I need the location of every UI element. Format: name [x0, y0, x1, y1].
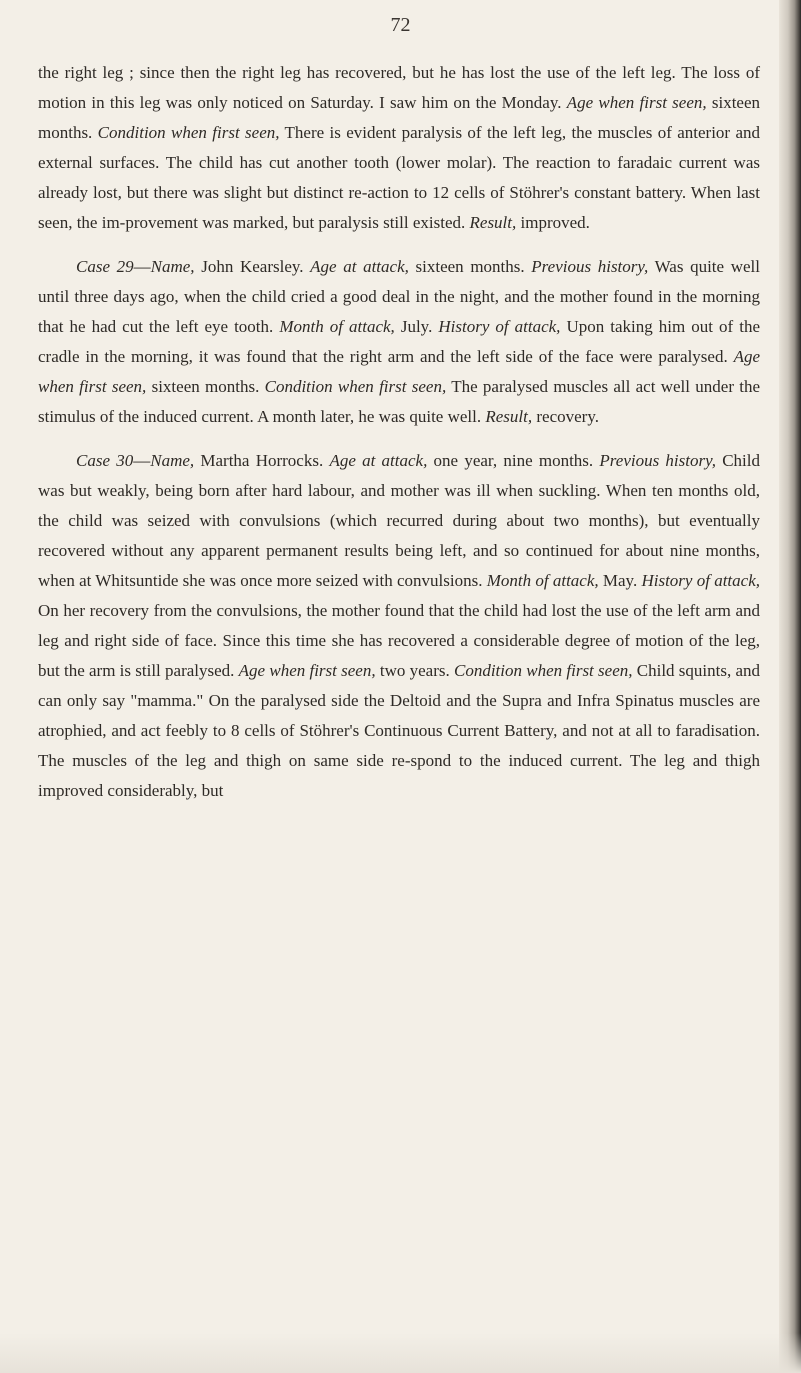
- text: Martha Horrocks.: [194, 451, 330, 470]
- label-condition-first-seen: Condition when first seen,: [453, 661, 633, 680]
- label-previous-history: Previous history,: [531, 257, 649, 276]
- text: July.: [394, 317, 439, 336]
- label-name: Name,: [150, 257, 195, 276]
- text: Child was but weakly, being born after hard labour, and mother was ill when suckling. When ten months old, the child was seized with convulsions (which recurred during about two months), but eventually recovered without any apparent permanent results being left, and so continued for about nine months, when at Whitsuntide she was once more seized with convulsions.: [38, 451, 760, 590]
- dash: —: [133, 257, 151, 276]
- text: sixteen months.: [408, 257, 532, 276]
- page-edge: [779, 0, 801, 1373]
- text: the right leg ; since then the right leg has recovered, but he has lost the use of the left leg. The loss of motion in this leg was only noticed on Saturday. I saw him on the Monday.: [38, 63, 760, 112]
- case-number: Case 29: [76, 257, 134, 276]
- dash: —: [133, 451, 151, 470]
- label-result: Result,: [469, 213, 517, 232]
- label-history-of-attack: History of attack,: [641, 571, 760, 590]
- label-month-of-attack: Month of attack,: [486, 571, 599, 590]
- text: On her recovery from the convulsions, the mother found that the child had lost the use of the left arm and leg and right side of face. Since this time she has recovered a considerable degree of motion of the leg, but the arm is still paralysed.: [38, 601, 760, 680]
- text: May.: [598, 571, 642, 590]
- text: sixteen months.: [38, 93, 761, 142]
- label-age-first-seen: Age when first seen,: [38, 347, 760, 396]
- text: Child squints, and can only say "mamma." On the paralysed side the Deltoid and the Supra and Infra Spinatus muscles are atrophied, and act feebly to 8 cells of Stöhrer's Continuous Current Battery, and not at all to faradisation. The muscles of the leg and thigh on same side re-spond to the induced current. The leg and thigh improved considerably, but: [38, 661, 761, 800]
- text: Was quite well until three days ago, when the child cried a good deal in the night, and the mother found in the morning that he had cut the left eye tooth.: [38, 257, 760, 336]
- text: improved.: [516, 213, 590, 232]
- text: two years.: [375, 661, 454, 680]
- label-age-at-attack: Age at attack,: [329, 451, 428, 470]
- text: one year, nine months.: [427, 451, 600, 470]
- label-age-first-seen: Age when first seen,: [566, 93, 707, 112]
- text: Upon taking him out of the cradle in the morning, it was found that the right arm and the left side of the face were paralysed.: [38, 317, 760, 366]
- text: The paralysed muscles all act well under the stimulus of the induced current. A month later, he was quite well.: [38, 377, 761, 426]
- label-previous-history: Previous history,: [599, 451, 716, 470]
- label-age-at-attack: Age at attack,: [310, 257, 409, 276]
- label-result: Result,: [485, 407, 533, 426]
- paragraph-case-30: [38, 446, 760, 806]
- label-history-of-attack: History of attack,: [438, 317, 561, 336]
- text: There is evident paralysis of the left leg, the muscles of anterior and external surfaces. The child has cut another tooth (lower molar). The reaction to faradaic current was already lost, but there was slight but distinct re-action to 12 cells of Stöhrer's constant battery. When last seen, the im-provement was marked, but paralysis still existed.: [38, 123, 760, 232]
- case-number: Case 30: [76, 451, 134, 470]
- page-bottom-shadow: [0, 1333, 801, 1373]
- paragraph-case-29: [38, 252, 760, 432]
- body-text: [38, 58, 760, 820]
- text: John Kearsley.: [194, 257, 311, 276]
- label-age-first-seen: Age when first seen,: [238, 661, 376, 680]
- page-number: 72: [390, 14, 411, 36]
- text: recovery.: [532, 407, 599, 426]
- paragraph-case-28-continued: [38, 58, 760, 238]
- label-name: Name,: [150, 451, 195, 470]
- label-condition-first-seen: Condition when first seen,: [264, 377, 447, 396]
- label-condition-first-seen: Condition when first seen,: [97, 123, 280, 142]
- label-month-of-attack: Month of attack,: [279, 317, 395, 336]
- text: sixteen months.: [146, 377, 265, 396]
